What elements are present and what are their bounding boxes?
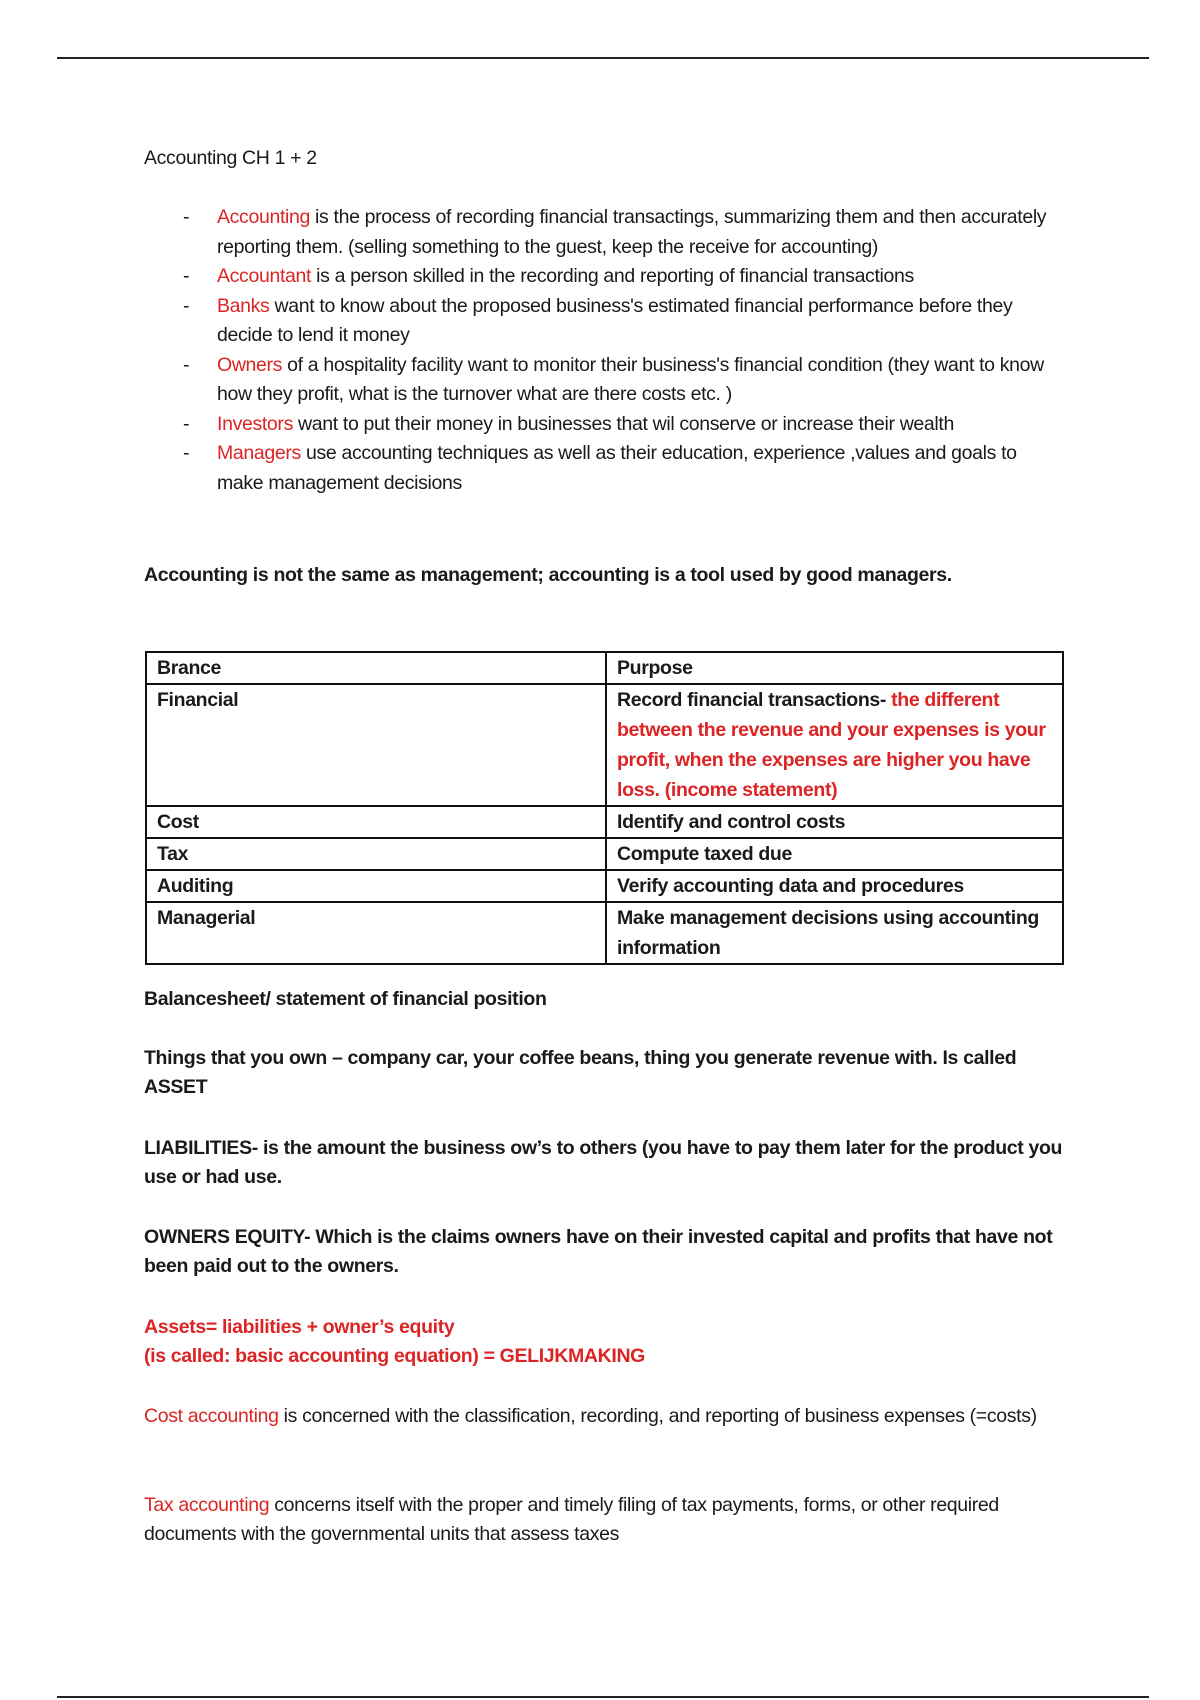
equation-line-2: (is called: basic accounting equation) = GELIJKMAKING bbox=[144, 1345, 645, 1367]
bullet-marker: - bbox=[183, 442, 190, 464]
term: Cost accounting bbox=[144, 1405, 279, 1427]
key-statement: Accounting is not the same as management; accounting is a tool used by good managers. bbox=[144, 564, 952, 586]
bullet-marker: - bbox=[183, 206, 190, 228]
purpose-note: the different between the revenue and your expenses is your profit, when the expenses are higher you have loss. (income statement) bbox=[617, 689, 1046, 801]
liabilities-paragraph: LIABILITIES- is the amount the business ow’s to others (you have to pay them later for the product you use or had use. bbox=[144, 1137, 1063, 1188]
branch-cell: Financial bbox=[146, 684, 606, 806]
definition: is concerned with the classification, recording, and reporting of business expenses (=costs) bbox=[278, 1405, 1037, 1427]
term: Owners bbox=[217, 353, 283, 376]
list-item bbox=[183, 410, 1063, 440]
list-item bbox=[183, 203, 1063, 262]
header-purpose: Purpose bbox=[606, 652, 1063, 684]
table-row bbox=[146, 838, 1063, 870]
purpose-text: Record financial transactions- bbox=[617, 689, 887, 711]
purpose-cell: Identify and control costs bbox=[606, 806, 1063, 838]
cost-accounting-paragraph bbox=[144, 1402, 1074, 1431]
definition: use accounting techniques as well as their education, experience ,values and goals to make management decisions bbox=[217, 442, 1017, 494]
purpose-cell: Compute taxed due bbox=[606, 838, 1063, 870]
purpose-cell: Verify accounting data and procedures bbox=[606, 870, 1063, 902]
definition: of a hospitality facility want to monitor their business's financial condition (they want to know how they profit, what is the turnover what are there costs etc. ) bbox=[217, 353, 1044, 405]
list-item bbox=[183, 351, 1063, 410]
purpose-cell: Make management decisions using accounting information bbox=[606, 902, 1063, 964]
term: Tax accounting bbox=[144, 1494, 270, 1516]
equity-paragraph: OWNERS EQUITY- Which is the claims owners have on their invested capital and profits that have not been paid out to the owners. bbox=[144, 1226, 1053, 1277]
branch-cell: Cost bbox=[146, 806, 606, 838]
header-rule bbox=[57, 57, 1149, 59]
header-branch: Brance bbox=[146, 652, 606, 684]
tax-accounting-paragraph bbox=[144, 1491, 1074, 1549]
bullet-marker: - bbox=[183, 265, 190, 287]
term: Accountant bbox=[217, 265, 312, 287]
term: Accounting bbox=[217, 206, 310, 228]
term: Investors bbox=[217, 412, 293, 435]
document-title: Accounting CH 1 + 2 bbox=[144, 147, 317, 169]
branch-cell: Tax bbox=[146, 838, 606, 870]
table-row bbox=[146, 902, 1063, 964]
table-header-row bbox=[146, 652, 1063, 684]
term: Managers bbox=[217, 442, 301, 464]
equation-line-1: Assets= liabilities + owner’s equity bbox=[144, 1316, 455, 1338]
bullet-list bbox=[183, 203, 1063, 498]
balance-heading: Balancesheet/ statement of financial position bbox=[144, 988, 547, 1010]
list-item bbox=[183, 439, 1063, 498]
term: Banks bbox=[217, 294, 270, 317]
definition: want to put their money in businesses that wil conserve or increase their wealth bbox=[292, 412, 954, 435]
definition: concerns itself with the proper and timely filing of tax payments, forms, or other required documents with the governmental units that assess taxes bbox=[144, 1494, 999, 1545]
table-row bbox=[146, 684, 1063, 806]
list-item bbox=[183, 262, 1063, 292]
footer-rule bbox=[57, 1696, 1149, 1698]
bullet-marker: - bbox=[183, 412, 190, 435]
table-row bbox=[146, 870, 1063, 902]
branch-cell: Auditing bbox=[146, 870, 606, 902]
definition: is a person skilled in the recording and reporting of financial transactions bbox=[311, 265, 914, 287]
definition: is the process of recording financial transactings, summarizing them and then accurately reporting them. (selling something to the guest, keep the receive for accounting) bbox=[217, 206, 1047, 258]
bullet-marker: - bbox=[183, 353, 190, 376]
list-item bbox=[183, 292, 1063, 351]
definition: want to know about the proposed business's estimated financial performance before they decide to lend it money bbox=[217, 294, 1013, 346]
branch-cell: Managerial bbox=[146, 902, 606, 964]
asset-paragraph: Things that you own – company car, your coffee beans, thing you generate revenue with. Is called ASSET bbox=[144, 1047, 1017, 1098]
table-row bbox=[146, 806, 1063, 838]
purpose-cell bbox=[606, 684, 1063, 806]
bullet-marker: - bbox=[183, 294, 190, 317]
branches-table bbox=[145, 651, 1064, 965]
